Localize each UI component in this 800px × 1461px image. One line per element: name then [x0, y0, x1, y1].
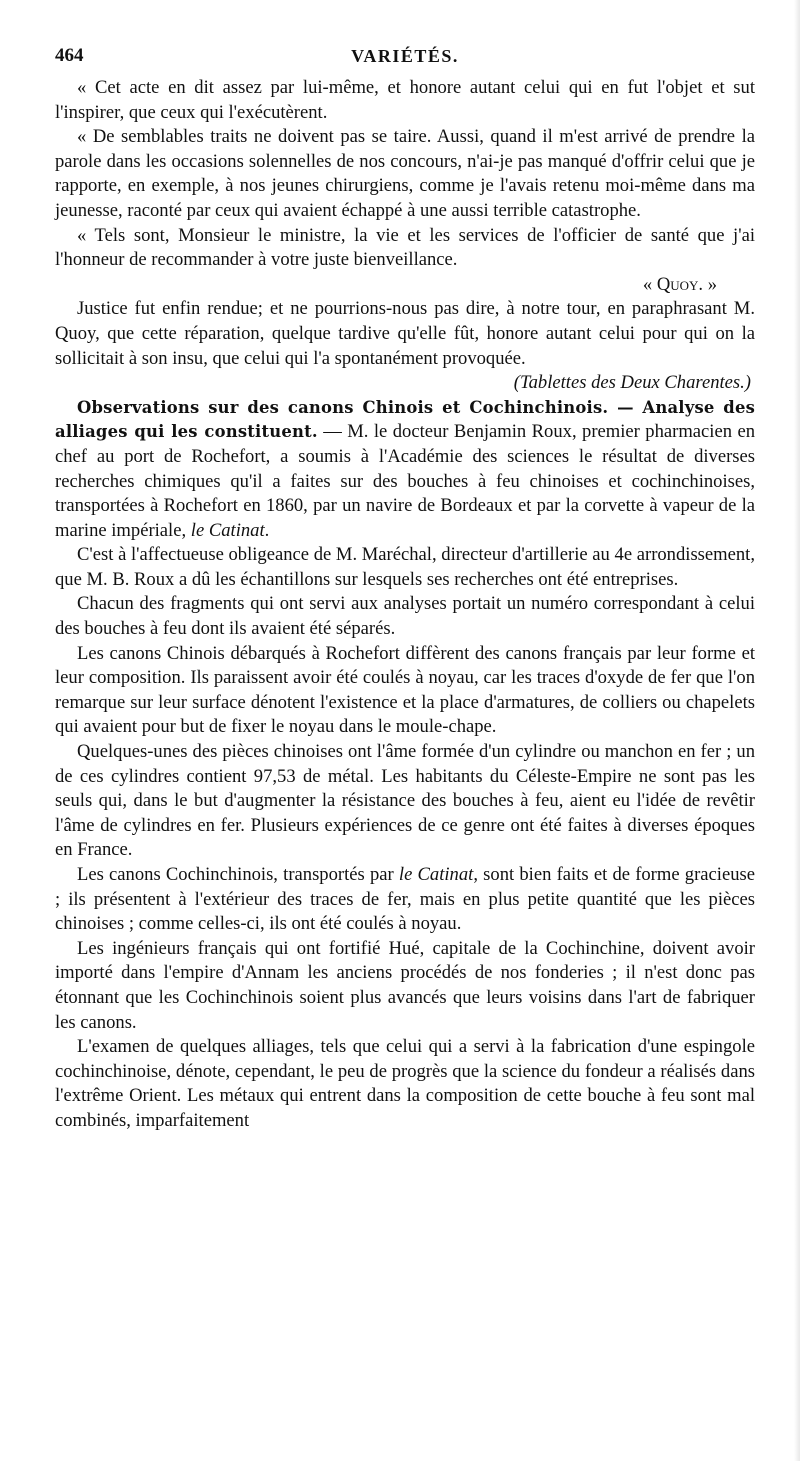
paragraph-12: L'examen de quelques alliages, tels que celui qui a servi à la fabrication d'une espingole cochinchinoise, dénote, cependant, le peu de progrès que la science du fondeur a réalisés dans l'extrême Orient. Les métaux qui entrent dans la composition de cette bouche à feu sont mal combinés, imparfaitement: [55, 1036, 755, 1131]
page-number: 464: [55, 45, 84, 66]
section-title: Observations sur des canons Chinois et Cochinchinois. — Analyse des alliages qui les constituent.: [55, 397, 755, 442]
paragraph-11: Les ingénieurs français qui ont fortifié Hué, capitale de la Cochinchine, doivent avoir importé dans l'empire d'Annam les anciens procédés de nos fonderies ; il n'est donc pas étonnant que les Cochinchinois soient plus avancés que leurs voisins dans l'art de fabriquer les canons.: [55, 937, 755, 1033]
scan-edge: [794, 0, 800, 1461]
source-citation: (Tablettes des Deux Charentes.): [513, 372, 751, 394]
ship-name-2: le Catinat: [398, 864, 474, 885]
paragraph-4-text: Justice fut enfin rendue; et ne pourrions-nous pas dire, à notre tour, en paraphrasant M. Quoy, que cette réparation, quelque tardive qu'elle fût, honore autant celui pour qui on la sollicitait à son insu, que celui qui l'a spontanément provoquée.: [55, 298, 755, 369]
ship-name: le Catinat: [190, 519, 265, 541]
paragraph-1: « Cet acte en dit assez par lui-même, et honore autant celui qui en fut l'objet et sut l'inspirer, que ceux qui l'exécutèrent.: [55, 77, 755, 123]
paragraph-10: [55, 863, 755, 937]
paragraph-3: « Tels sont, Monsieur le ministre, la vie et les services de l'officier de santé que j'ai l'honneur de recommander à votre juste bienveillance.: [55, 224, 755, 271]
letter-signature: [55, 273, 755, 298]
document-page: [55, 40, 755, 1134]
paragraph-10-rest: , sont bien faits et de forme gracieuse ; ils présentent à l'extérieur des traces de fer, mais en plus petite quantité que les pièces chinoises ; comme celles-ci, ils ont été coulés à noyau.: [55, 864, 755, 935]
section-lead-text: — M. le docteur Benjamin Roux, premier pharmacien en chef au port de Rochefort, a soumis à l'Académie des sciences le résultat de diverses recherches chimiques qu'il a faites sur des bouches à feu chinoises et cochinchinoises, transportées à Rochefort en 1860, par un navire de Bordeaux et par la corvette à vapeur de la marine impériale,: [55, 421, 755, 541]
signature-close: . »: [698, 273, 717, 295]
section-lead-end: .: [264, 519, 270, 541]
paragraph-4: [55, 297, 755, 394]
page-header: [55, 40, 755, 76]
signature-open: «: [642, 273, 657, 295]
paragraph-9: Quelques-unes des pièces chinoises ont l'âme formée d'un cylindre ou manchon en fer ; un de ces cylindres contient 97,53 de métal. Les habitants du Céleste-Empire ne sont pas les seuls qui, dans le but d'augmenter la résistance des bouches à feu, aient eu l'idée de revêtir l'âme de cylindres en fer. Plusieurs expériences de ce genre ont été faites à diverses époques en France.: [55, 741, 755, 861]
paragraph-10-start: Les canons Cochinchinois, transportés par: [77, 864, 399, 885]
paragraph-2: « De semblables traits ne doivent pas se taire. Aussi, quand il m'est arrivé de prendre la parole dans les occasions solennelles de nos concours, n'ai-je pas manqué d'offrir celui que je rapporte, en exemple, à nos jeunes chirurgiens, comme je l'avais retenu moi-même dans ma jeunesse, raconté par ceux qui avaient échappé à une aussi terrible catastrophe.: [55, 126, 755, 221]
running-head: VARIÉTÉS.: [351, 46, 459, 66]
section-paragraph: [55, 396, 755, 544]
paragraph-6: C'est à l'affectueuse obligeance de M. Maréchal, directeur d'artillerie au 4e arrondissement, que M. B. Roux a dû les échantillons sur lesquels ses recherches ont été entreprises.: [55, 544, 755, 590]
signature-name: Quoy: [656, 273, 699, 295]
paragraph-8: Les canons Chinois débarqués à Rochefort diffèrent des canons français par leur forme et leur composition. Ils paraissent avoir été coulés à noyau, car les traces d'oxyde de fer que l'on remarque sur leur surface dénotent l'existence et la place d'armatures, de colliers ou chapelets qui avaient pour but de fixer le noyau dans le moule-chape.: [55, 642, 755, 738]
paragraph-7: Chacun des fragments qui ont servi aux analyses portait un numéro correspondant à celui des bouches à feu dont ils avaient été séparés.: [55, 593, 755, 640]
